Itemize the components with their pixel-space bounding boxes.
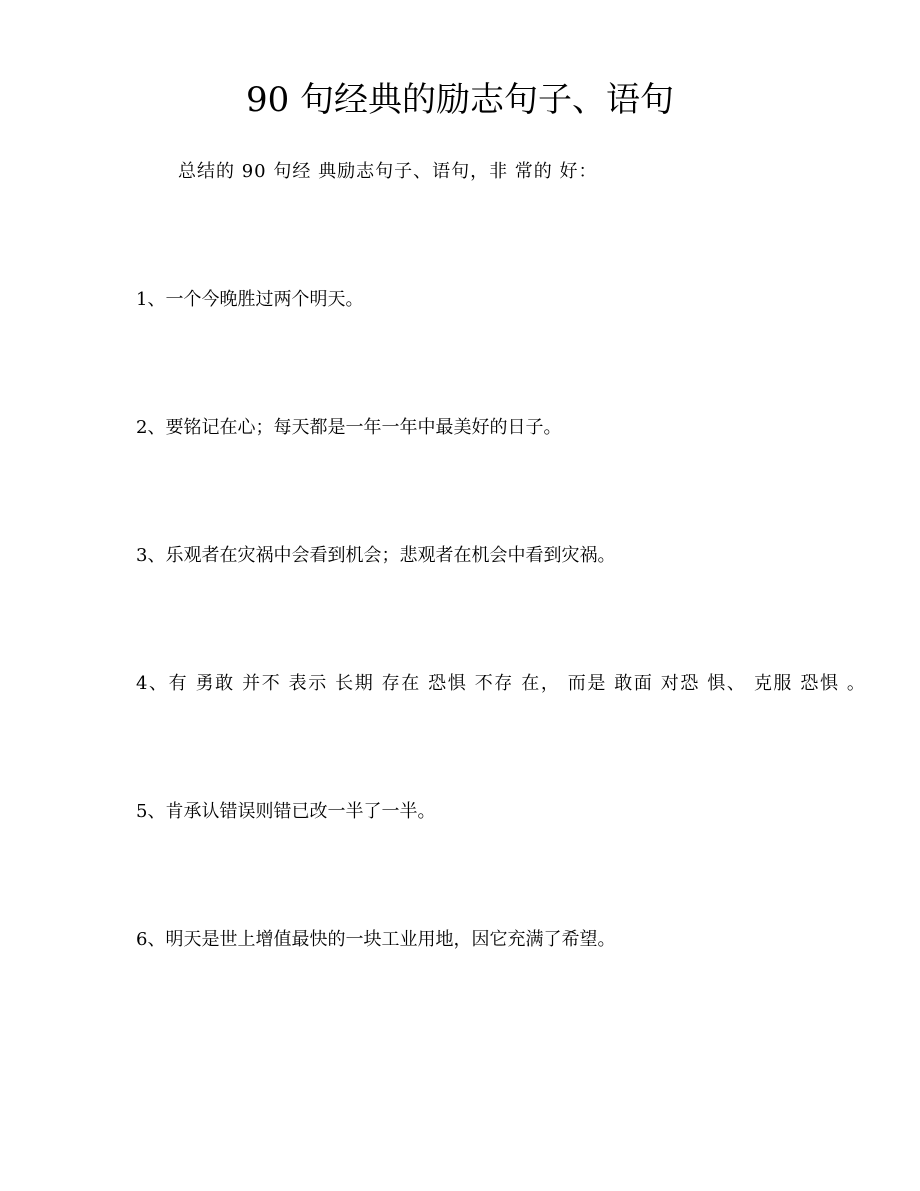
quote-list xyxy=(136,288,866,1056)
intro-paragraph: 总结的 90 句经 典励志句子、语句，非 常的 好： xyxy=(178,161,598,182)
quote-item-6: 6、明天是世上增值最快的一块工业用地，因它充满了希望。 xyxy=(136,929,616,950)
quote-item-2: 2、要铭记在心；每天都是一年一年中最美好的日子。 xyxy=(136,417,562,438)
quote-item-4: 4、有 勇敢 并不 表示 长期 存在 恐惧 不存 在， 而是 敢面 对恐 惧、 克服 恐惧 。 xyxy=(136,673,867,694)
quote-item-5: 5、肯承认错误则错已改一半了一半。 xyxy=(136,801,436,822)
document-title: 90 句经典的励志句子、语句 xyxy=(245,80,675,120)
quote-item-3: 3、乐观者在灾祸中会看到机会；悲观者在机会中看到灾祸。 xyxy=(136,545,616,566)
quote-item-1: 1、一个今晚胜过两个明天。 xyxy=(136,289,364,310)
